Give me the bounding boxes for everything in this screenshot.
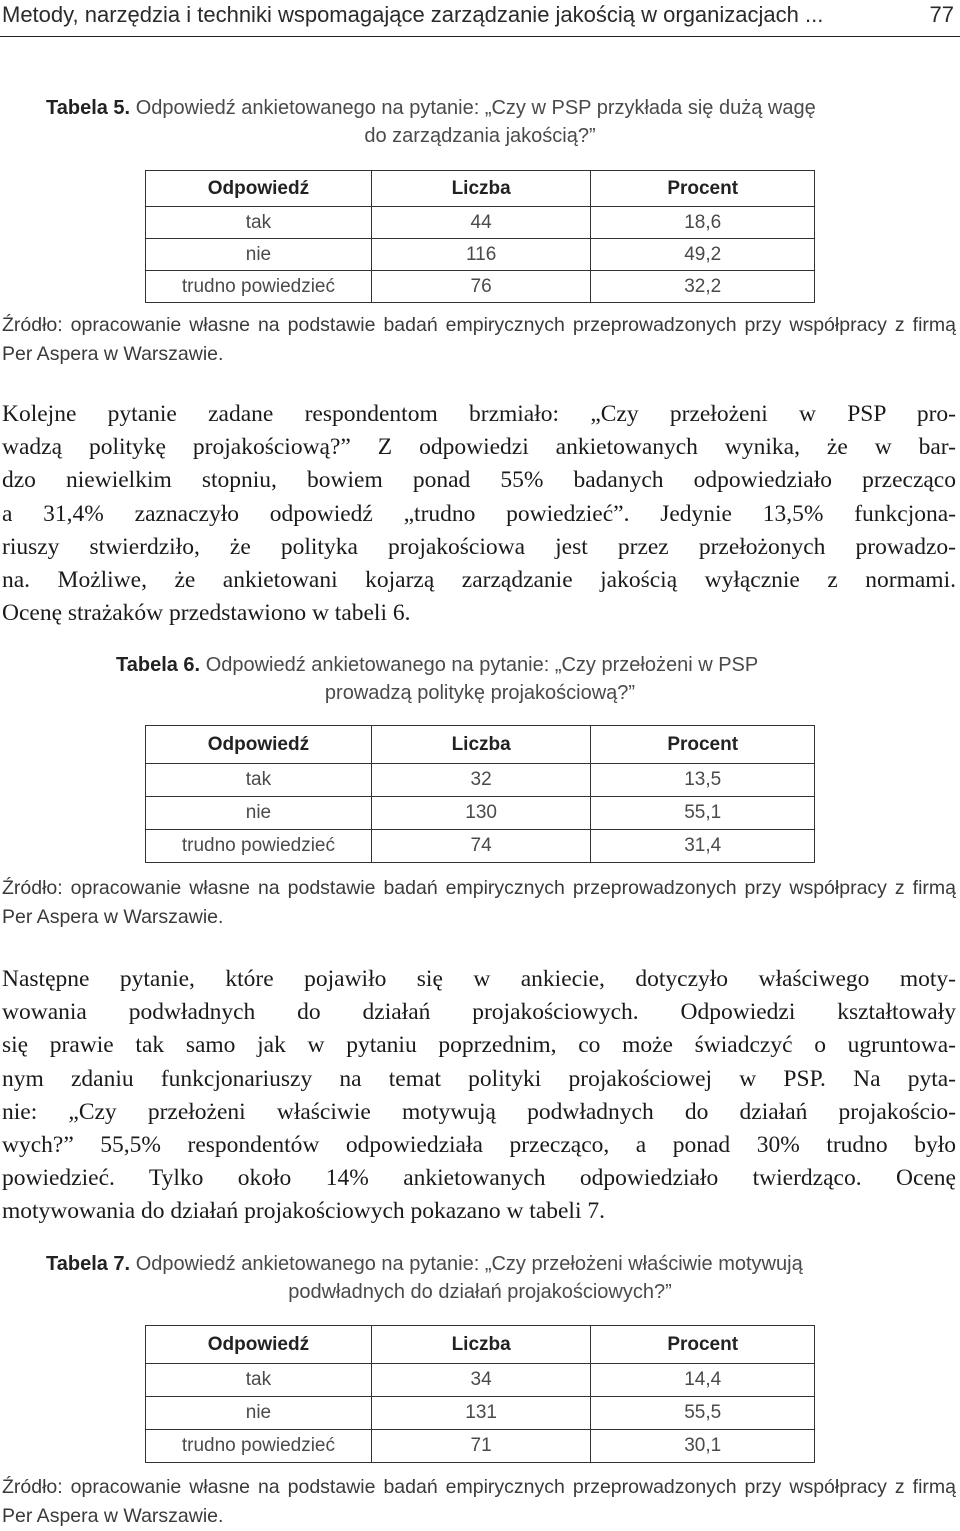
table5-source-note: Źródło: opracowanie własne na podstawie badań empirycznych przeprowadzonych przy współpracy z firmą Per Aspera w Warszawie. — [2, 314, 956, 365]
table-cell: 44 — [371, 207, 591, 239]
table6-header-row — [146, 726, 815, 764]
table7-source-note: Źródło: opracowanie własne na podstawie badań empirycznych przeprowadzonych przy współpracy z firmą Per Aspera w Warszawie. — [2, 1476, 956, 1527]
table6-caption-line1: Odpowiedź ankietowanego na pytanie: „Czy przełożeni w PSP — [205, 654, 759, 676]
table-row — [146, 1430, 815, 1463]
text-line: na. Możliwe, że ankietowani kojarzą zarządzanie jakością wyłącznie z normami. — [2, 567, 956, 594]
table-cell: 116 — [371, 239, 591, 271]
table-cell: nie — [146, 239, 372, 271]
table7-header-percent: Procent — [591, 1326, 815, 1364]
table6-header-count: Liczba — [371, 726, 591, 764]
table-cell: 55,1 — [591, 797, 815, 830]
table-cell: tak — [146, 207, 372, 239]
text-line: nym zdaniu funkcjonariuszy na temat polityki projakościowej w PSP. Na pyta- — [2, 1065, 956, 1092]
text-line: a 31,4% zaznaczyło odpowiedź „trudno powiedzieć”. Jedynie 13,5% funkcjona- — [2, 500, 956, 527]
table-cell: trudno powiedzieć — [146, 830, 372, 863]
table-cell: 49,2 — [591, 239, 815, 271]
text-line: wowania podwładnych do działań projakościowych. Odpowiedzi kształtowały — [2, 999, 956, 1026]
table-row — [146, 239, 815, 271]
table6-caption-line2: prowadzą politykę projakościową?” — [324, 682, 636, 704]
table6-header-percent: Procent — [591, 726, 815, 764]
table6-header-answer: Odpowiedź — [146, 726, 372, 764]
table-cell: nie — [146, 797, 372, 830]
table-row — [146, 1397, 815, 1430]
text-line: wadzą politykę projakościową?” Z odpowiedzi ankietowanych wynika, że w bar- — [2, 434, 956, 461]
table6 — [145, 725, 815, 863]
table-cell: 71 — [371, 1430, 591, 1463]
table-cell: 30,1 — [591, 1430, 815, 1463]
table5-header-answer: Odpowiedź — [146, 171, 372, 207]
table-cell: 74 — [371, 830, 591, 863]
table6-caption — [116, 651, 844, 707]
text-line: dzo niewielkim stopniu, bowiem ponad 55% badanych odpowiedziało przecząco — [2, 467, 956, 494]
table-cell: 14,4 — [591, 1364, 815, 1397]
text-line: Kolejne pytanie zadane respondentom brzmiało: „Czy przełożeni w PSP pro- — [2, 401, 956, 427]
table7-caption — [46, 1250, 914, 1306]
table-cell: 32 — [371, 764, 591, 797]
table7-label: Tabela 7. — [46, 1253, 131, 1275]
table-row — [146, 764, 815, 797]
text-line: motywowania do działań projakościowych pokazano w tabeli 7. — [2, 1198, 605, 1225]
table-row — [146, 207, 815, 239]
table-cell: 18,6 — [591, 207, 815, 239]
table-cell: nie — [146, 1397, 372, 1430]
text-line: powiedzieć. Tylko około 14% ankietowanych odpowiedziało twierdząco. Ocenę — [2, 1165, 956, 1192]
table5 — [145, 170, 815, 303]
table-cell: trudno powiedzieć — [146, 271, 372, 303]
table7-header-row — [146, 1326, 815, 1364]
running-header — [0, 0, 960, 37]
table-cell: 13,5 — [591, 764, 815, 797]
table6-label: Tabela 6. — [116, 654, 201, 676]
running-header-title: Metody, narzędzia i techniki wspomagające zarządzanie jakością w organizacjach ... — [2, 2, 824, 27]
table-cell: 32,2 — [591, 271, 815, 303]
table7-caption-line2: podwładnych do działań projakościowych?” — [288, 1281, 672, 1303]
text-line: Następne pytanie, które pojawiło się w ankiecie, dotyczyło właściwego moty- — [2, 966, 956, 992]
table-cell: 76 — [371, 271, 591, 303]
table-row — [146, 1364, 815, 1397]
table7-caption-line1: Odpowiedź ankietowanego na pytanie: „Czy przełożeni właściwie motywują — [135, 1253, 803, 1275]
table5-header-row — [146, 171, 815, 207]
table5-caption — [46, 94, 914, 150]
table-cell: 130 — [371, 797, 591, 830]
table-row — [146, 797, 815, 830]
text-line: nie: „Czy przełożeni właściwie motywują podwładnych do działań projakościo- — [2, 1098, 956, 1125]
table7-header-answer: Odpowiedź — [146, 1326, 372, 1364]
table-cell: 55,5 — [591, 1397, 815, 1430]
text-line: riuszy stwierdziło, że polityka projakościowa jest przez przełożonych prowadzo- — [2, 533, 956, 560]
table-cell: tak — [146, 1364, 372, 1397]
table-cell: 131 — [371, 1397, 591, 1430]
table5-header-percent: Procent — [591, 171, 815, 207]
text-line: Ocenę strażaków przedstawiono w tabeli 6. — [2, 600, 411, 627]
table-cell: 34 — [371, 1364, 591, 1397]
table-cell: tak — [146, 764, 372, 797]
table7 — [145, 1325, 815, 1463]
table5-caption-line1: Odpowiedź ankietowanego na pytanie: „Czy w PSP przykłada się dużą wagę — [135, 97, 816, 119]
table-row — [146, 271, 815, 303]
table6-source-note: Źródło: opracowanie własne na podstawie badań empirycznych przeprowadzonych przy współpracy z firmą Per Aspera w Warszawie. — [2, 877, 956, 928]
table5-caption-line2: do zarządzania jakością?” — [364, 125, 596, 147]
text-line: wych?” 55,5% respondentów odpowiedziała przecząco, a ponad 30% trudno było — [2, 1132, 956, 1159]
table5-header-count: Liczba — [371, 171, 591, 207]
table7-header-count: Liczba — [371, 1326, 591, 1364]
table-row — [146, 830, 815, 863]
body-paragraph-2 — [2, 963, 956, 1229]
table-cell: trudno powiedzieć — [146, 1430, 372, 1463]
table-cell: 31,4 — [591, 830, 815, 863]
table5-label: Tabela 5. — [46, 97, 131, 119]
text-line: się prawie tak samo jak w pytaniu poprzednim, co może świadczyć o ugruntowa- — [2, 1032, 956, 1059]
page-number: 77 — [929, 2, 954, 27]
body-paragraph-1 — [2, 398, 956, 630]
